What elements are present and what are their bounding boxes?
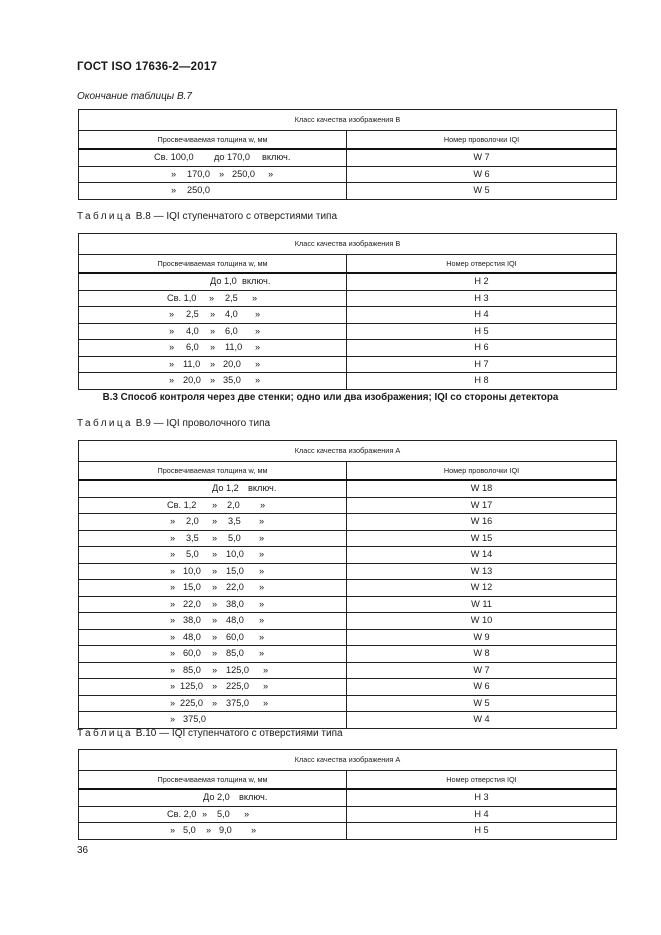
- table-word: Таблица: [77, 211, 134, 222]
- table-row: [79, 789, 617, 806]
- ditto-mark: »: [255, 375, 261, 385]
- range-from: 10,0: [183, 565, 201, 576]
- table-row: [79, 356, 617, 373]
- range-to: 2,0: [227, 499, 240, 510]
- iqi-value: W 9: [347, 629, 617, 646]
- range-to: 35,0: [223, 375, 241, 385]
- table-row: [79, 563, 617, 580]
- ditto-mark: »: [259, 549, 265, 559]
- ditto-mark: »: [171, 168, 177, 179]
- ditto-mark: »: [170, 582, 176, 592]
- table-b8-caption: [77, 211, 337, 222]
- range-to: 20,0: [223, 358, 241, 369]
- table-row: [79, 514, 617, 531]
- ditto-mark: »: [212, 681, 218, 691]
- ditto-mark: »: [212, 499, 218, 510]
- ditto-mark: »: [212, 631, 218, 642]
- table-row: [79, 183, 617, 200]
- ditto-mark: »: [268, 168, 274, 179]
- iqi-value: W 14: [347, 547, 617, 564]
- range-note: включ.: [242, 276, 271, 286]
- ditto-mark: »: [170, 714, 176, 724]
- range-to: 22,0: [226, 582, 244, 592]
- range-to: 375,0: [226, 697, 249, 708]
- table-row: [79, 149, 617, 166]
- table-row: [79, 613, 617, 630]
- ditto-mark: »: [260, 499, 266, 510]
- ditto-mark: »: [170, 664, 176, 675]
- range-from: 225,0: [180, 697, 203, 708]
- table-row: [79, 580, 617, 597]
- ditto-mark: »: [170, 565, 176, 576]
- range-to: 225,0: [226, 681, 249, 691]
- ditto-mark: »: [169, 358, 175, 369]
- table-b9: [78, 440, 617, 729]
- ditto-mark: »: [170, 681, 176, 691]
- table-b10-caption: [77, 728, 343, 739]
- table-row: [79, 823, 617, 840]
- table-word: Таблица: [77, 418, 134, 429]
- ditto-mark: »: [263, 697, 269, 708]
- range-from: 375,0: [183, 714, 206, 724]
- ditto-mark: »: [251, 825, 257, 835]
- table-row: [79, 662, 617, 679]
- table-row: [79, 547, 617, 564]
- iqi-value: H 3: [347, 290, 617, 307]
- ditto-mark: »: [212, 565, 218, 576]
- ditto-mark: »: [210, 342, 216, 352]
- range-to: 9,0: [219, 825, 232, 835]
- range-from: 4,0: [186, 325, 199, 336]
- iqi-value: H 4: [347, 307, 617, 324]
- range-from: До 1,0: [210, 276, 237, 286]
- range-to: 125,0: [226, 664, 249, 675]
- ditto-mark: »: [259, 631, 265, 642]
- ditto-mark: »: [170, 598, 176, 609]
- ditto-mark: »: [202, 808, 208, 819]
- ditto-mark: »: [170, 516, 176, 526]
- quality-class-header: Класс качества изображения А: [79, 441, 617, 462]
- ditto-mark: »: [212, 648, 218, 658]
- table-row: [79, 373, 617, 390]
- range-from: 38,0: [183, 615, 201, 625]
- range-from: Св. 2,0: [167, 808, 197, 819]
- ditto-mark: »: [244, 808, 250, 819]
- range-from: Св. 1,2: [167, 499, 197, 510]
- iqi-value: W 5: [347, 183, 617, 200]
- iqi-value: W 6: [347, 166, 617, 183]
- table-row: [79, 273, 617, 290]
- ditto-mark: »: [212, 598, 218, 609]
- table-row: [79, 679, 617, 696]
- iqi-value: W 16: [347, 514, 617, 531]
- caption-text: В.9 — IQI проволочного типа: [135, 418, 271, 429]
- range-from: 5,0: [186, 549, 199, 559]
- ditto-mark: »: [170, 549, 176, 559]
- range-to: 85,0: [226, 648, 244, 658]
- iqi-value: H 5: [347, 823, 617, 840]
- range-to: до 170,0: [214, 152, 251, 162]
- caption-text: В.8 — IQI ступенчатого с отверстиями типа: [135, 211, 338, 222]
- iqi-value: W 13: [347, 563, 617, 580]
- section-heading: В.3 Способ контроля через две стенки; одно или два изображения; IQI со стороны детектора: [102, 392, 559, 403]
- range-to: 5,0: [217, 808, 230, 819]
- iqi-value: W 15: [347, 530, 617, 547]
- iqi-value: H 3: [347, 789, 617, 806]
- iqi-value: W 6: [347, 679, 617, 696]
- thickness-column-header: Просвечиваемая толщина w, мм: [79, 131, 347, 150]
- table-row: [79, 166, 617, 183]
- table-word: Таблица: [77, 728, 134, 739]
- range-to: 5,0: [228, 532, 241, 543]
- ditto-mark: »: [169, 375, 175, 385]
- iqi-value: W 8: [347, 646, 617, 663]
- range-to: 10,0: [226, 549, 244, 559]
- ditto-mark: »: [170, 631, 176, 642]
- thickness-column-header: Просвечиваемая толщина w, мм: [79, 771, 347, 790]
- ditto-mark: »: [206, 825, 212, 835]
- ditto-mark: »: [263, 681, 269, 691]
- ditto-mark: »: [259, 565, 265, 576]
- document-header: ГОСТ ISO 17636-2—2017: [77, 61, 218, 73]
- iqi-value: H 8: [347, 373, 617, 390]
- table-row: [79, 497, 617, 514]
- iqi-column-header: Номер отверстия IQI: [347, 255, 617, 274]
- ditto-mark: »: [210, 358, 216, 369]
- ditto-mark: »: [259, 615, 265, 625]
- iqi-value: W 12: [347, 580, 617, 597]
- ditto-mark: »: [263, 664, 269, 675]
- range-from: 85,0: [183, 664, 201, 675]
- table-row: [79, 712, 617, 729]
- ditto-mark: »: [252, 292, 258, 303]
- page-number: 36: [77, 845, 89, 856]
- iqi-value: W 7: [347, 662, 617, 679]
- ditto-mark: »: [259, 648, 265, 658]
- range-from: Св. 1,0: [167, 292, 197, 303]
- iqi-column-header: Номер проволочки IQI: [347, 462, 617, 481]
- range-to: 11,0: [225, 342, 243, 352]
- ditto-mark: »: [210, 325, 216, 336]
- table-row: [79, 806, 617, 823]
- iqi-value: W 7: [347, 149, 617, 166]
- iqi-column-header: Номер проволочки IQI: [347, 131, 617, 150]
- ditto-mark: »: [170, 825, 176, 835]
- iqi-value: H 4: [347, 806, 617, 823]
- range-from: 20,0: [183, 375, 201, 385]
- ditto-mark: »: [169, 325, 175, 336]
- ditto-mark: »: [212, 582, 218, 592]
- ditto-mark: »: [212, 532, 218, 543]
- ditto-mark: »: [259, 532, 265, 543]
- ditto-mark: »: [170, 648, 176, 658]
- ditto-mark: »: [212, 664, 218, 675]
- range-from: Св. 100,0: [154, 152, 194, 162]
- table-row: [79, 307, 617, 324]
- iqi-value: W 5: [347, 695, 617, 712]
- ditto-mark: »: [169, 309, 175, 319]
- table-row: [79, 323, 617, 340]
- range-to: 250,0: [232, 168, 255, 179]
- table-row: [79, 629, 617, 646]
- ditto-mark: »: [210, 309, 216, 319]
- range-to: 60,0: [226, 631, 244, 642]
- ditto-mark: »: [212, 697, 218, 708]
- ditto-mark: »: [170, 532, 176, 543]
- ditto-mark: »: [212, 516, 218, 526]
- table-row: [79, 290, 617, 307]
- iqi-column-header: Номер отверстия IQI: [347, 771, 617, 790]
- table-b10: [78, 749, 617, 840]
- iqi-value: W 10: [347, 613, 617, 630]
- table-row: [79, 480, 617, 497]
- quality-class-header: Класс качества изображения В: [79, 234, 617, 255]
- iqi-value: W 18: [347, 480, 617, 497]
- range-to: 3,5: [228, 516, 241, 526]
- table-b9-caption: [77, 418, 270, 429]
- ditto-mark: »: [259, 598, 265, 609]
- range-to: 15,0: [226, 565, 244, 576]
- range-from: 2,0: [186, 516, 199, 526]
- range-note: включ.: [239, 792, 268, 802]
- range-to: 6,0: [225, 325, 238, 336]
- range-note: включ.: [248, 483, 277, 493]
- table-continuation-caption: Окончание таблицы В.7: [77, 91, 192, 102]
- range-from: 2,5: [186, 309, 199, 319]
- range-from: 48,0: [183, 631, 201, 642]
- table-row: [79, 340, 617, 357]
- caption-text: В.10 — IQI ступенчатого с отверстиями типа: [135, 728, 343, 739]
- range-from: 11,0: [183, 358, 201, 369]
- ditto-mark: »: [169, 342, 175, 352]
- ditto-mark: »: [255, 309, 261, 319]
- iqi-value: W 11: [347, 596, 617, 613]
- range-to: 2,5: [225, 292, 238, 303]
- ditto-mark: »: [170, 697, 176, 708]
- range-from: До 1,2: [212, 483, 239, 493]
- range-from: 5,0: [183, 825, 196, 835]
- ditto-mark: »: [210, 375, 216, 385]
- range-to: 48,0: [226, 615, 244, 625]
- iqi-value: W 17: [347, 497, 617, 514]
- iqi-value: H 2: [347, 273, 617, 290]
- thickness-column-header: Просвечиваемая толщина w, мм: [79, 462, 347, 481]
- ditto-mark: »: [259, 516, 265, 526]
- range-from: 60,0: [183, 648, 201, 658]
- quality-class-header: Класс качества изображения В: [79, 110, 617, 131]
- ditto-mark: »: [209, 292, 215, 303]
- range-from: 22,0: [183, 598, 201, 609]
- range-from: 15,0: [183, 582, 201, 592]
- ditto-mark: »: [170, 615, 176, 625]
- table-row: [79, 695, 617, 712]
- ditto-mark: »: [255, 358, 261, 369]
- range-to: 38,0: [226, 598, 244, 609]
- range-from: До 2,0: [203, 792, 230, 802]
- ditto-mark: »: [171, 185, 177, 195]
- ditto-mark: »: [255, 325, 261, 336]
- range-from: 125,0: [180, 681, 203, 691]
- ditto-mark: »: [212, 615, 218, 625]
- range-from: 3,5: [186, 532, 199, 543]
- range-to: 4,0: [225, 309, 238, 319]
- table-row: [79, 596, 617, 613]
- range-from: 250,0: [187, 185, 210, 195]
- table-b7: [78, 109, 617, 200]
- thickness-column-header: Просвечиваемая толщина w, мм: [79, 255, 347, 274]
- iqi-value: H 7: [347, 356, 617, 373]
- quality-class-header: Класс качества изображения А: [79, 750, 617, 771]
- table-row: [79, 646, 617, 663]
- iqi-value: H 5: [347, 323, 617, 340]
- ditto-mark: »: [219, 168, 225, 179]
- ditto-mark: »: [259, 582, 265, 592]
- table-b8: [78, 233, 617, 390]
- ditto-mark: »: [212, 549, 218, 559]
- iqi-value: W 4: [347, 712, 617, 729]
- range-from: 170,0: [187, 168, 210, 179]
- table-row: [79, 530, 617, 547]
- range-note: включ.: [262, 152, 291, 162]
- iqi-value: H 6: [347, 340, 617, 357]
- ditto-mark: »: [255, 342, 261, 352]
- range-from: 6,0: [186, 342, 199, 352]
